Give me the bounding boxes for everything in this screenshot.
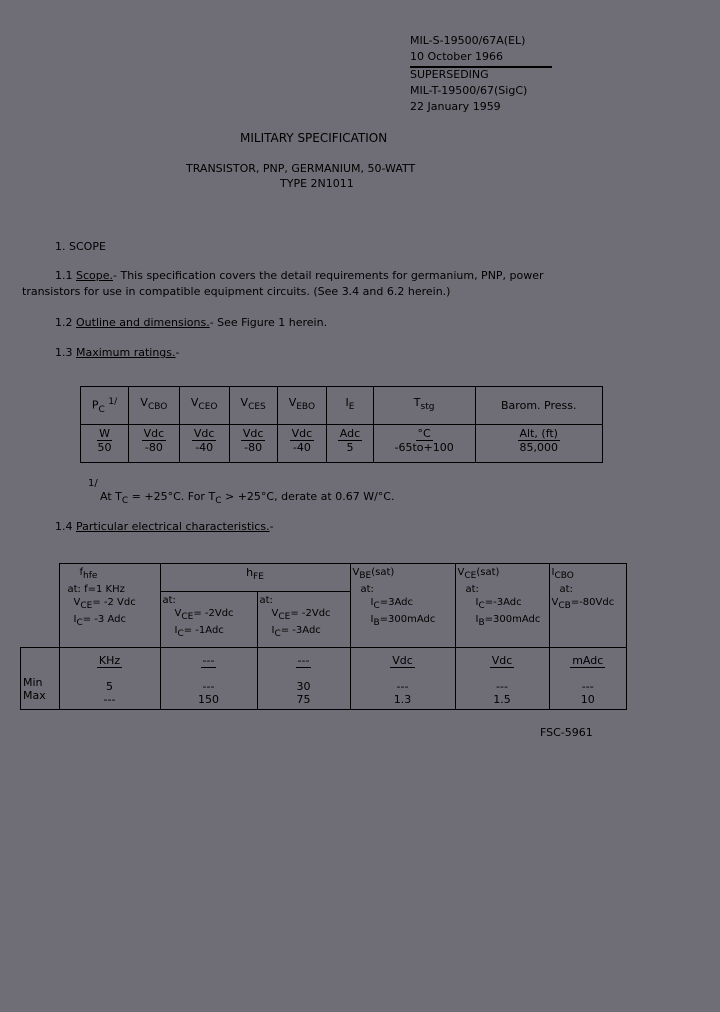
doc-date: 10 October 1966 (410, 50, 504, 63)
text: V (240, 396, 249, 410)
text: - (269, 520, 274, 533)
col-fhfe (59, 564, 160, 648)
text: V (352, 567, 360, 578)
section-scope: 1. SCOPE (55, 240, 106, 253)
text: at: (465, 584, 479, 595)
ratings-header (129, 387, 180, 425)
text: f (79, 567, 84, 578)
text: - (175, 346, 180, 359)
text: CE (464, 571, 477, 581)
text: --- (297, 654, 310, 667)
text: -80 (144, 441, 163, 454)
text: CB (558, 601, 571, 611)
row-labels (21, 648, 60, 710)
text: - See Figure 1 herein. (209, 316, 328, 329)
text: I (271, 625, 275, 636)
fsc-code: FSC-5961 (540, 726, 593, 739)
heading: Maximum ratings. (76, 346, 176, 359)
text: -65to+100 (394, 441, 454, 454)
col-hfe-2 (257, 592, 350, 648)
text: 30 (296, 680, 311, 693)
text: EBO (296, 402, 316, 413)
ratings-value (277, 425, 327, 463)
text: Vdc (143, 427, 165, 440)
text: I (370, 614, 374, 625)
ratings-value (81, 425, 129, 463)
ratings-value (229, 425, 277, 463)
text: h (246, 566, 254, 579)
text: = -1Adc (183, 625, 224, 636)
text: CEO (198, 402, 218, 413)
text: = -2Vdc (193, 608, 234, 619)
text: =-3Adc (484, 597, 522, 608)
electrical-value (257, 648, 350, 710)
ratings-header (179, 387, 229, 425)
text: E (348, 402, 355, 413)
num: 1.3 (55, 346, 73, 359)
text: Vdc (291, 427, 313, 440)
text: (sat) (371, 567, 395, 578)
text: °C (417, 427, 431, 440)
text: BE (359, 571, 372, 581)
electrical-value (455, 648, 549, 710)
text: Vdc (491, 654, 513, 667)
electrical-value (160, 648, 257, 710)
text: stg (420, 402, 435, 413)
text: 1/ (108, 395, 118, 407)
text: -80 (244, 441, 263, 454)
text: --- (496, 680, 508, 693)
text: 5 (106, 680, 113, 693)
text: = -3 Adc (82, 614, 126, 625)
ratings-header (475, 387, 603, 425)
text: B (373, 618, 380, 628)
text: C (373, 601, 380, 611)
electrical-characteristics-table (20, 563, 627, 710)
s2: C (215, 496, 222, 507)
subtitle-line1: TRANSISTOR, PNP, GERMANIUM, 50-WATT (186, 162, 416, 175)
text: 85,000 (519, 441, 558, 454)
s1: C (121, 496, 129, 507)
text: Max (23, 689, 46, 702)
text: C (76, 618, 83, 628)
text: -40 (195, 441, 214, 454)
text: CE (80, 601, 93, 611)
text: C (478, 601, 485, 611)
text: V (140, 396, 148, 410)
ratings-header (229, 387, 277, 425)
text: 150 (198, 693, 219, 706)
text: at: (559, 584, 573, 595)
doc-number: MIL-S-19500/67A(EL) (410, 34, 526, 47)
footnote (100, 490, 394, 506)
col-vce-sat (455, 564, 549, 648)
text: - This specification covers the detail requirements for germanium, PNP, power (113, 269, 544, 282)
electrical-value (59, 648, 160, 710)
text: I (475, 597, 479, 608)
text: V (551, 597, 559, 608)
t3: > +25°C, derate at 0.67 W/°C. (221, 490, 395, 503)
text: Barom. Press. (501, 399, 577, 412)
text: Adc (339, 427, 361, 440)
text: =-80Vdc (570, 597, 615, 608)
text: =3Adc (379, 597, 414, 608)
text: I (551, 567, 555, 578)
text: --- (581, 680, 594, 693)
page-title: MILITARY SPECIFICATION (240, 131, 388, 145)
text: CE (278, 612, 291, 622)
text: --- (202, 654, 215, 667)
subtitle-line2: TYPE 2N1011 (280, 177, 354, 190)
text: B (478, 618, 485, 628)
col-hfe (160, 564, 350, 592)
text: I (370, 597, 374, 608)
num: 1.1 (55, 269, 73, 282)
text: = -3Adc (280, 625, 321, 636)
ratings-header (373, 387, 475, 425)
text: 10 (580, 693, 595, 706)
text: Min (23, 676, 43, 689)
t2: = +25°C. For T (128, 490, 216, 503)
text: CBO (554, 571, 574, 581)
text: I (174, 625, 178, 636)
num: 1.4 (55, 520, 73, 533)
text: CE (181, 612, 194, 622)
ratings-value (327, 425, 374, 463)
text: =300mAdc (379, 614, 436, 625)
section-1-3 (55, 346, 180, 359)
superseded-number: MIL-T-19500/67(SigC) (410, 84, 528, 97)
text: Vdc (242, 427, 264, 440)
electrical-value (350, 648, 455, 710)
text: V (271, 608, 279, 619)
superseding-label: SUPERSEDING (410, 68, 489, 81)
text: = -2Vdc (290, 608, 331, 619)
text: --- (396, 680, 409, 693)
text: 50 (97, 441, 112, 454)
text: --- (202, 680, 215, 693)
section-1-1 (55, 269, 544, 282)
text: C (177, 629, 184, 639)
text: C (98, 404, 105, 415)
t1: At T (100, 490, 122, 503)
text: CBO (147, 402, 168, 413)
text: Alt, (ft) (519, 427, 558, 440)
maximum-ratings-table (80, 386, 603, 463)
col-vbe-sat (350, 564, 455, 648)
text: at: f=1 KHz (67, 584, 125, 595)
ratings-value (179, 425, 229, 463)
text: 1.3 (393, 693, 412, 706)
text: =300mAdc (484, 614, 541, 625)
text: V (457, 567, 465, 578)
text: at: (162, 595, 176, 606)
text: (sat) (476, 567, 500, 578)
text: 75 (296, 693, 311, 706)
text: I (73, 614, 77, 625)
text: C (274, 629, 281, 639)
section-1-4 (55, 520, 274, 533)
text: 5 (346, 441, 354, 454)
text: --- (103, 693, 116, 706)
electrical-value (549, 648, 627, 710)
text: V (174, 608, 182, 619)
footnote-mark: 1/ (88, 478, 98, 489)
section-1-1-cont: transistors for use in compatible equipment circuits. (See 3.4 and 6.2 herein.) (22, 285, 451, 298)
heading: Outline and dimensions. (76, 316, 210, 329)
text: KHz (98, 654, 121, 667)
text: T (413, 396, 421, 410)
text: P (91, 398, 99, 412)
col-icbo (549, 564, 627, 648)
ratings-value (373, 425, 475, 463)
text: V (73, 597, 81, 608)
ratings-header (81, 387, 129, 425)
heading: Particular electrical characteristics. (76, 520, 270, 533)
text: at: (259, 595, 273, 606)
text: 1.5 (493, 693, 511, 706)
col-hfe-1 (160, 592, 257, 648)
ratings-header (327, 387, 374, 425)
superseded-date: 22 January 1959 (410, 100, 501, 113)
text: FE (253, 572, 264, 583)
text: V (190, 396, 199, 410)
text: Vdc (392, 654, 413, 667)
text: CES (248, 402, 266, 413)
heading: Scope. (76, 269, 114, 282)
text: hfe (83, 571, 98, 581)
text: Vdc (193, 427, 215, 440)
text: W (99, 427, 110, 440)
ratings-header (277, 387, 327, 425)
ratings-value (475, 425, 603, 463)
num: 1.2 (55, 316, 73, 329)
blank (21, 564, 60, 648)
text: I (475, 614, 479, 625)
text: I (345, 396, 349, 410)
text: = -2 Vdc (92, 597, 136, 608)
text: V (288, 396, 297, 410)
text: at: (360, 584, 374, 595)
section-1-2 (55, 316, 327, 329)
text: -40 (292, 441, 311, 454)
ratings-value (129, 425, 180, 463)
text: mAdc (572, 654, 604, 667)
